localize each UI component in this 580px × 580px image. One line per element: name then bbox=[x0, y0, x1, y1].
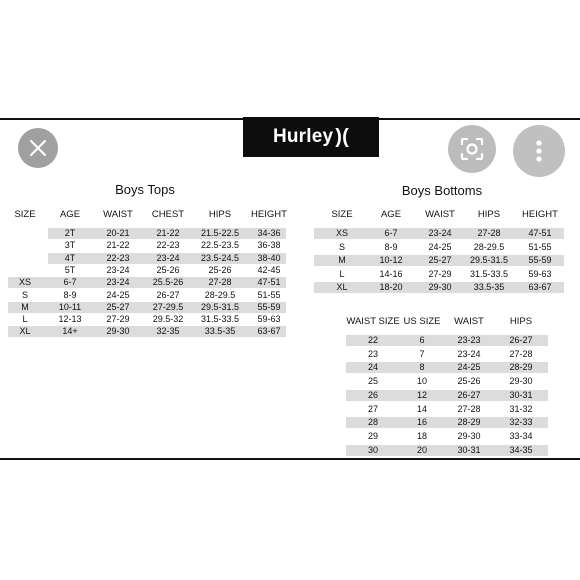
table-cell: 10-12 bbox=[379, 255, 403, 266]
table-cell: 30-31 bbox=[457, 444, 481, 455]
table-cell: 25.5-26 bbox=[152, 277, 184, 288]
table-cell: 51-55 bbox=[257, 289, 281, 300]
boys-bottoms-header-height: HEIGHT bbox=[522, 209, 558, 220]
table-cell: 47-51 bbox=[528, 228, 552, 238]
table-cell: 32-33 bbox=[509, 417, 533, 428]
table-cell: 27-28 bbox=[477, 228, 501, 238]
table-cell: XS bbox=[18, 277, 31, 288]
table-cell: 59-63 bbox=[257, 314, 281, 325]
logo-text: Hurley bbox=[272, 126, 334, 147]
table-cell: 23-24 bbox=[106, 277, 130, 288]
table-cell: 24 bbox=[367, 362, 378, 373]
boys-tops-header-size: SIZE bbox=[14, 209, 36, 220]
table-cell: 14 bbox=[416, 403, 427, 414]
table-cell: 8-9 bbox=[384, 241, 398, 252]
close-button[interactable] bbox=[18, 128, 58, 168]
table-cell: 51-55 bbox=[528, 241, 552, 252]
waist-table-header-waist: WAIST bbox=[454, 316, 484, 327]
boys-tops-title: Boys Tops bbox=[115, 182, 175, 197]
table-cell: 47-51 bbox=[257, 277, 281, 288]
table-row bbox=[346, 445, 548, 456]
boys-bottoms-header-waist: WAIST bbox=[425, 209, 455, 220]
waist-table-header-us-size: US SIZE bbox=[403, 316, 441, 327]
boys-bottoms-title: Boys Bottoms bbox=[401, 183, 483, 198]
table-cell: 23 bbox=[367, 348, 378, 359]
table-cell bbox=[10, 253, 40, 264]
table-cell: 29-30 bbox=[457, 430, 481, 441]
table-cell: 23-24 bbox=[156, 252, 180, 263]
table-cell: XL bbox=[336, 282, 348, 293]
table-cell: 25-27 bbox=[428, 255, 452, 266]
table-cell: 30 bbox=[367, 444, 378, 455]
table-cell: 31.5-33.5 bbox=[200, 314, 240, 325]
table-cell: 4T bbox=[64, 252, 76, 263]
visual-search-button[interactable] bbox=[448, 125, 496, 173]
table-cell: M bbox=[21, 301, 29, 312]
table-cell: 23.5-24.5 bbox=[200, 252, 240, 263]
table-cell: 29 bbox=[367, 430, 378, 441]
boys-tops-header-waist: WAIST bbox=[103, 209, 133, 220]
table-cell bbox=[10, 228, 40, 239]
table-cell: 6-7 bbox=[63, 277, 77, 288]
table-cell: 55-59 bbox=[257, 301, 281, 312]
table-cell: 18 bbox=[416, 430, 427, 441]
table-cell: 30-31 bbox=[509, 389, 533, 400]
table-cell: 29-30 bbox=[428, 282, 452, 293]
table-cell: 22-23 bbox=[156, 240, 180, 251]
table-row bbox=[346, 390, 548, 401]
table-row bbox=[8, 277, 286, 288]
table-row bbox=[314, 255, 564, 266]
table-row bbox=[8, 326, 286, 337]
table-cell: 25-26 bbox=[208, 264, 232, 275]
table-cell: 20 bbox=[416, 444, 427, 455]
table-row bbox=[346, 376, 548, 387]
table-cell bbox=[10, 265, 40, 276]
table-cell: 5T bbox=[64, 264, 76, 275]
table-cell: 20-21 bbox=[106, 228, 130, 238]
table-cell: S bbox=[21, 289, 28, 300]
table-row bbox=[346, 404, 548, 415]
table-row bbox=[8, 290, 286, 301]
table-cell: 28 bbox=[367, 417, 378, 428]
table-cell: 16 bbox=[416, 417, 427, 428]
table-row bbox=[346, 362, 548, 373]
waist-table-header-hips: HIPS bbox=[509, 316, 533, 327]
table-row bbox=[48, 265, 286, 276]
table-row bbox=[346, 349, 548, 360]
table-cell: 26-27 bbox=[457, 389, 481, 400]
boys-bottoms-header-age: AGE bbox=[380, 209, 402, 220]
table-cell: 14-16 bbox=[379, 268, 403, 279]
table-cell: 27 bbox=[367, 403, 378, 414]
table-cell: 34-36 bbox=[257, 228, 281, 238]
table-cell: 27-28 bbox=[509, 348, 533, 359]
table-cell: 33.5-35 bbox=[473, 282, 505, 293]
table-cell: 29-30 bbox=[106, 326, 130, 337]
table-row bbox=[8, 314, 286, 325]
table-cell: 26-27 bbox=[156, 289, 180, 300]
table-cell: 34-35 bbox=[509, 444, 533, 455]
table-cell: 3T bbox=[64, 240, 76, 251]
table-cell: 27-29.5 bbox=[152, 301, 184, 312]
table-cell: 10-11 bbox=[58, 301, 82, 312]
table-cell: S bbox=[338, 241, 345, 252]
table-cell: 28-29.5 bbox=[204, 289, 236, 300]
table-cell: 29.5-31.5 bbox=[469, 255, 509, 266]
boys-bottoms-header-size: SIZE bbox=[331, 209, 353, 220]
table-cell: 28-29 bbox=[509, 362, 533, 373]
table-cell: 27-29 bbox=[106, 314, 130, 325]
table-row bbox=[48, 228, 286, 239]
boys-tops-header-hips: HIPS bbox=[208, 209, 232, 220]
table-cell: 27-28 bbox=[457, 403, 481, 414]
table-cell: 33.5-35 bbox=[204, 326, 236, 337]
table-row bbox=[314, 228, 564, 239]
table-cell: 27-29 bbox=[428, 268, 452, 279]
table-cell: 27-28 bbox=[208, 277, 232, 288]
table-cell: 36-38 bbox=[257, 240, 281, 251]
table-cell: 24-25 bbox=[106, 289, 130, 300]
table-cell: 24-25 bbox=[428, 241, 452, 252]
table-cell: 21-22 bbox=[106, 240, 130, 251]
boys-bottoms-header-hips: HIPS bbox=[477, 209, 501, 220]
table-cell: 29-30 bbox=[509, 376, 533, 387]
table-cell: L bbox=[22, 314, 28, 325]
table-cell: 29.5-32 bbox=[152, 314, 184, 325]
boys-tops-header-chest: CHEST bbox=[151, 209, 185, 220]
table-row bbox=[48, 253, 286, 264]
table-cell: 24-25 bbox=[457, 362, 481, 373]
table-cell: 23-24 bbox=[106, 264, 130, 275]
table-cell: 21.5-22.5 bbox=[200, 228, 240, 238]
table-cell: XS bbox=[335, 228, 348, 238]
table-row bbox=[314, 269, 564, 280]
table-cell: 8-9 bbox=[63, 289, 77, 300]
table-cell: L bbox=[339, 268, 345, 279]
table-row bbox=[346, 335, 548, 346]
table-cell: 26 bbox=[367, 389, 378, 400]
table-cell: 22 bbox=[367, 335, 378, 345]
table-cell: 6-7 bbox=[384, 228, 398, 238]
table-cell: 25-27 bbox=[106, 301, 130, 312]
table-cell: 23-24 bbox=[457, 348, 481, 359]
table-cell: 2T bbox=[64, 228, 76, 238]
more-options-button[interactable] bbox=[513, 125, 565, 177]
table-cell: 28-29 bbox=[457, 417, 481, 428]
table-cell: 26-27 bbox=[509, 335, 533, 345]
logo-mark: )( bbox=[335, 125, 350, 148]
table-cell: 31.5-33.5 bbox=[469, 268, 509, 279]
table-cell: 63-67 bbox=[528, 282, 552, 293]
table-cell: 23-24 bbox=[428, 228, 452, 238]
table-cell: 25 bbox=[367, 376, 378, 387]
table-cell: 25-26 bbox=[156, 264, 180, 275]
table-cell: 28-29.5 bbox=[473, 241, 505, 252]
table-row bbox=[314, 242, 564, 253]
hurley-logo bbox=[243, 117, 379, 157]
table-row bbox=[314, 282, 564, 293]
table-cell: 22-23 bbox=[106, 252, 130, 263]
table-row bbox=[346, 431, 548, 442]
boys-tops-header-age: AGE bbox=[59, 209, 81, 220]
table-cell: 42-45 bbox=[257, 264, 281, 275]
table-cell: 23-23 bbox=[457, 335, 481, 345]
table-cell: M bbox=[338, 255, 346, 266]
visual-search-icon bbox=[458, 135, 486, 163]
table-cell: XL bbox=[19, 326, 31, 337]
table-cell: 29.5-31.5 bbox=[200, 301, 240, 312]
table-cell: 10 bbox=[416, 376, 427, 387]
table-cell: 55-59 bbox=[528, 255, 552, 266]
table-row bbox=[8, 302, 286, 313]
table-cell: 22.5-23.5 bbox=[200, 240, 240, 251]
table-cell: 31-32 bbox=[509, 403, 533, 414]
table-cell: 6 bbox=[419, 335, 425, 345]
table-cell: 14+ bbox=[62, 326, 78, 337]
table-cell: 32-35 bbox=[156, 326, 180, 337]
table-cell: 33-34 bbox=[509, 430, 533, 441]
table-cell: 63-67 bbox=[257, 326, 281, 337]
more-vertical-icon bbox=[534, 138, 544, 164]
boys-tops-header-height: HEIGHT bbox=[251, 209, 287, 220]
table-row bbox=[346, 417, 548, 428]
waist-table-header-waist-size: WAIST SIZE bbox=[346, 316, 400, 327]
table-cell: 25-26 bbox=[457, 376, 481, 387]
table-cell: 12-13 bbox=[58, 314, 82, 325]
table-cell: 59-63 bbox=[528, 268, 552, 279]
table-cell: 38-40 bbox=[257, 252, 281, 263]
table-row bbox=[48, 240, 286, 251]
table-cell: 8 bbox=[419, 362, 425, 373]
table-cell bbox=[10, 240, 40, 251]
table-cell: 7 bbox=[419, 348, 425, 359]
table-cell: 21-22 bbox=[156, 228, 180, 238]
table-cell: 12 bbox=[416, 389, 427, 400]
close-icon bbox=[27, 137, 49, 159]
table-cell: 18-20 bbox=[379, 282, 403, 293]
